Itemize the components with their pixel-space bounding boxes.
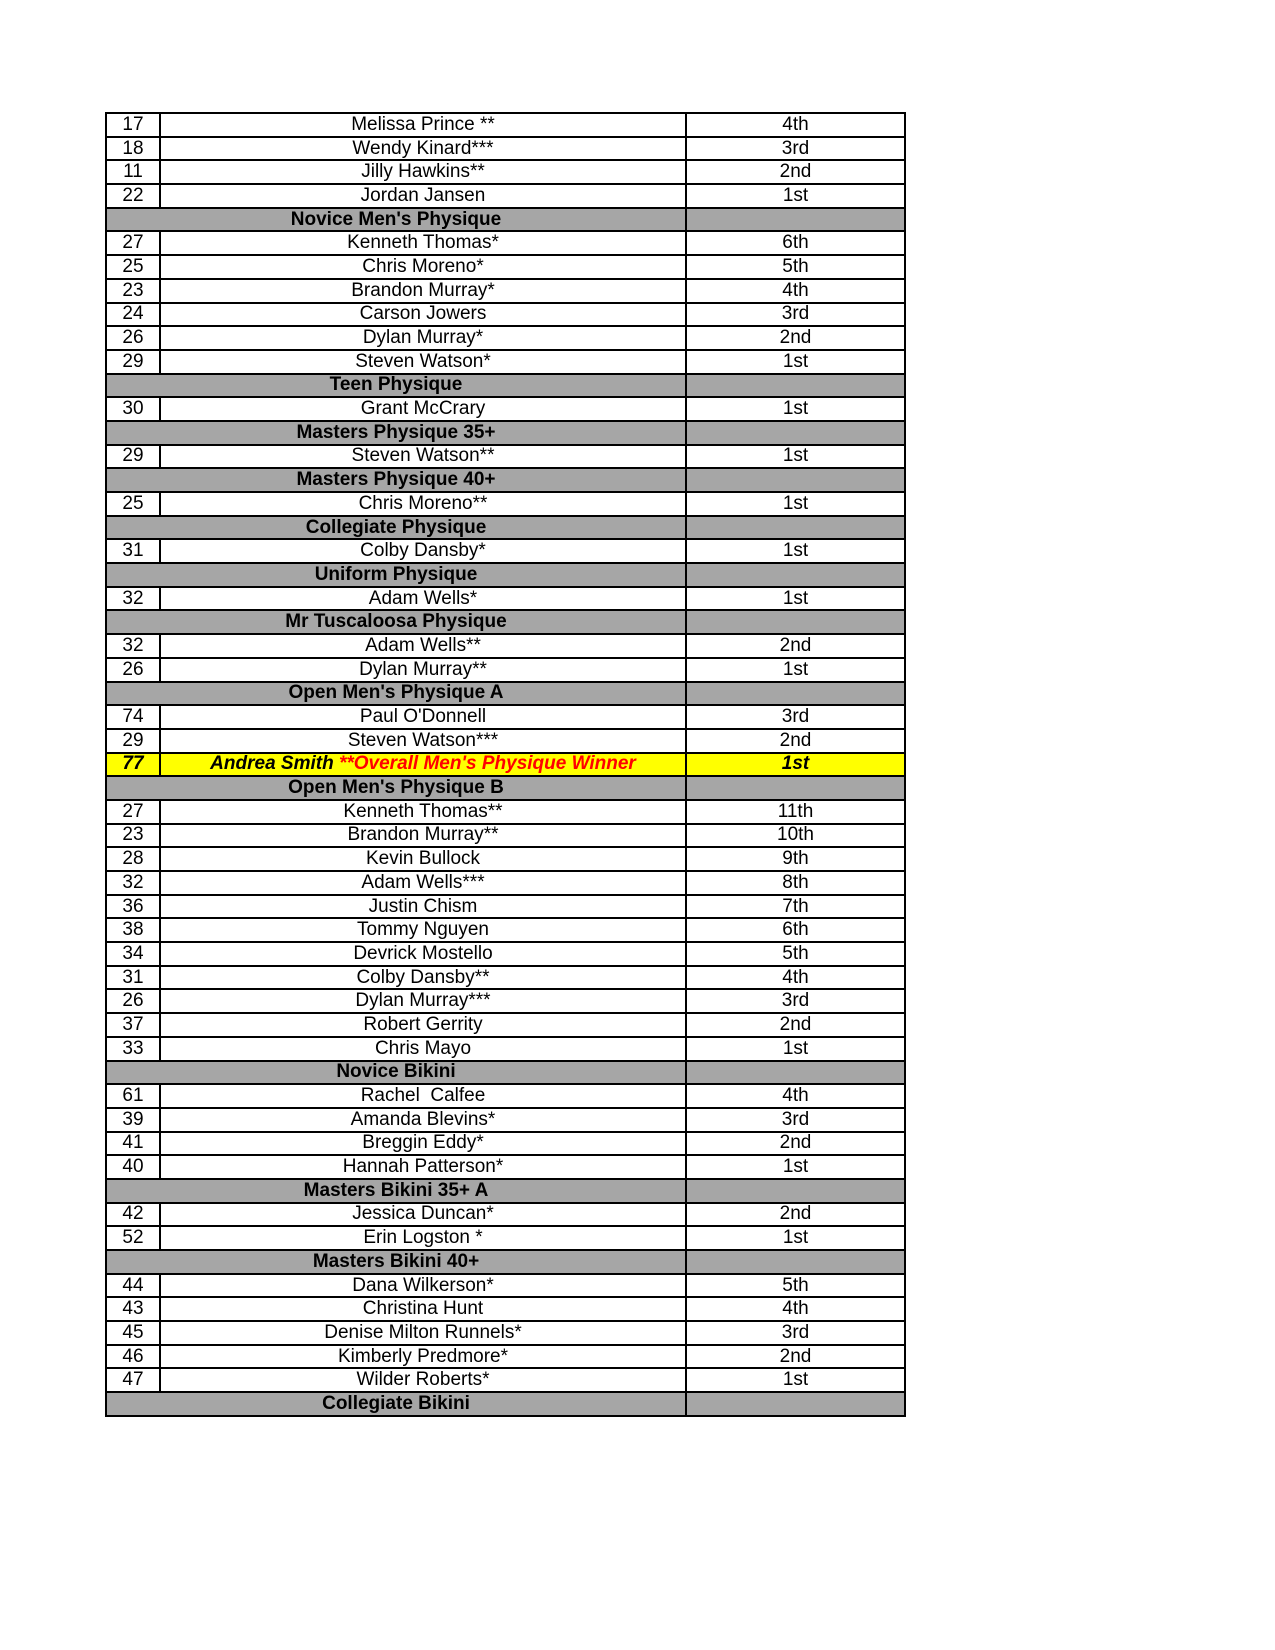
- competitor-name: Chris Moreno**: [358, 492, 488, 514]
- competitor-name: Adam Wells**: [365, 634, 481, 656]
- placement: 1st: [686, 753, 905, 777]
- competitor-name: Jessica Duncan*: [352, 1203, 494, 1225]
- competitor-row: [106, 705, 905, 729]
- competitor-name-cell: [160, 539, 686, 563]
- section-place-cell: [686, 776, 905, 800]
- competitor-name: Brandon Murray**: [347, 824, 499, 846]
- placement: 4th: [686, 966, 905, 990]
- competitor-name-cell: [160, 1321, 686, 1345]
- section-header-row: [106, 1179, 905, 1203]
- competitor-row: [106, 1321, 905, 1345]
- section-title: Teen Physique: [106, 374, 686, 398]
- competitor-row: [106, 255, 905, 279]
- competitor-name-cell: [160, 1108, 686, 1132]
- competitor-number: 22: [106, 184, 160, 208]
- competitor-number: 23: [106, 824, 160, 848]
- competitor-name-cell: [160, 184, 686, 208]
- competitor-name: Kevin Bullock: [365, 848, 481, 870]
- placement: 1st: [686, 492, 905, 516]
- competitor-name-cell: [160, 918, 686, 942]
- competitor-number: 52: [106, 1226, 160, 1250]
- competitor-number: 29: [106, 729, 160, 753]
- competitor-row: [106, 1132, 905, 1156]
- placement: 8th: [686, 871, 905, 895]
- placement: 1st: [686, 184, 905, 208]
- section-place-cell: [686, 682, 905, 706]
- competitor-name-cell: [160, 753, 686, 777]
- competitor-name: Chris Mayo: [374, 1037, 472, 1059]
- placement: 2nd: [686, 1345, 905, 1369]
- competitor-number: 47: [106, 1368, 160, 1392]
- competitor-name-cell: [160, 1226, 686, 1250]
- competitor-name-cell: [160, 824, 686, 848]
- competitor-row: [106, 445, 905, 469]
- competitor-row: [106, 871, 905, 895]
- competitor-number: 18: [106, 137, 160, 161]
- competitor-name-cell: [160, 1274, 686, 1298]
- competitor-row: [106, 1155, 905, 1179]
- placement: 1st: [686, 397, 905, 421]
- section-title: Collegiate Bikini: [106, 1392, 686, 1416]
- competitor-row: [106, 1368, 905, 1392]
- competitor-name: Rachel Calfee: [360, 1085, 486, 1107]
- competitor-name-cell: [160, 658, 686, 682]
- competitor-number: 40: [106, 1155, 160, 1179]
- placement: 1st: [686, 539, 905, 563]
- competitor-row: [106, 634, 905, 658]
- competitor-row: [106, 918, 905, 942]
- overall-winner-row: [106, 753, 905, 777]
- competitor-name: Amanda Blevins*: [350, 1108, 496, 1130]
- competitor-row: [106, 1345, 905, 1369]
- competitor-name-cell: [160, 279, 686, 303]
- section-place-cell: [686, 1061, 905, 1085]
- competitor-row: [106, 492, 905, 516]
- competitor-number: 36: [106, 895, 160, 919]
- competitor-name-cell: [160, 587, 686, 611]
- competitor-name-cell: [160, 1203, 686, 1227]
- competitor-name: Robert Gerrity: [363, 1013, 483, 1035]
- placement: 5th: [686, 255, 905, 279]
- competitor-name: Devrick Mostello: [353, 942, 493, 964]
- competitor-row: [106, 160, 905, 184]
- competitor-name: Denise Milton Runnels*: [324, 1321, 522, 1343]
- competitor-name: Dylan Murray**: [359, 658, 487, 680]
- competitor-name: Breggin Eddy*: [362, 1132, 484, 1154]
- placement: 1st: [686, 1037, 905, 1061]
- competitor-name-cell: [160, 1084, 686, 1108]
- competitor-number: 39: [106, 1108, 160, 1132]
- competitor-row: [106, 350, 905, 374]
- competitor-row: [106, 1226, 905, 1250]
- competitor-name: Carson Jowers: [359, 303, 487, 325]
- placement: 2nd: [686, 634, 905, 658]
- competitor-number: 32: [106, 871, 160, 895]
- section-title: Mr Tuscaloosa Physique: [106, 610, 686, 634]
- competitor-name-cell: [160, 255, 686, 279]
- competitor-name: Dylan Murray*: [362, 327, 484, 349]
- section-header-row: [106, 776, 905, 800]
- competitor-name-cell: [160, 895, 686, 919]
- competitor-name: Dana Wilkerson*: [352, 1274, 494, 1296]
- competitor-number: 11: [106, 160, 160, 184]
- competitor-number: 45: [106, 1321, 160, 1345]
- competitor-number: 26: [106, 989, 160, 1013]
- competitor-row: [106, 847, 905, 871]
- section-title: Collegiate Physique: [106, 516, 686, 540]
- placement: 7th: [686, 895, 905, 919]
- competitor-number: 17: [106, 113, 160, 137]
- placement: 3rd: [686, 1321, 905, 1345]
- placement: 4th: [686, 1084, 905, 1108]
- competitor-number: 30: [106, 397, 160, 421]
- placement: 6th: [686, 231, 905, 255]
- competitor-number: 42: [106, 1203, 160, 1227]
- section-title: Novice Men's Physique: [106, 208, 686, 232]
- section-place-cell: [686, 1250, 905, 1274]
- competitor-name: Adam Wells***: [361, 871, 485, 893]
- competitor-name-cell: [160, 729, 686, 753]
- placement: 5th: [686, 942, 905, 966]
- placement: 1st: [686, 658, 905, 682]
- section-place-cell: [686, 1179, 905, 1203]
- placement: 9th: [686, 847, 905, 871]
- competitor-number: 25: [106, 492, 160, 516]
- competitor-name-cell: [160, 1155, 686, 1179]
- section-title: Masters Physique 35+: [106, 421, 686, 445]
- section-place-cell: [686, 374, 905, 398]
- competitor-row: [106, 1013, 905, 1037]
- competitor-name: Steven Watson***: [347, 729, 499, 751]
- section-header-row: [106, 682, 905, 706]
- section-title: Masters Bikini 40+: [106, 1250, 686, 1274]
- placement: 4th: [686, 1297, 905, 1321]
- competitor-row: [106, 113, 905, 137]
- competitor-name-cell: [160, 1297, 686, 1321]
- placement: 2nd: [686, 326, 905, 350]
- placement: 6th: [686, 918, 905, 942]
- section-header-row: [106, 610, 905, 634]
- competitor-name: Colby Dansby*: [360, 540, 486, 562]
- competitor-name-cell: [160, 634, 686, 658]
- section-title: Uniform Physique: [106, 563, 686, 587]
- competitor-name-cell: [160, 1013, 686, 1037]
- section-place-cell: [686, 1392, 905, 1416]
- competitor-row: [106, 137, 905, 161]
- competitor-number: 23: [106, 279, 160, 303]
- competitor-name-cell: [160, 989, 686, 1013]
- competitor-number: 33: [106, 1037, 160, 1061]
- placement: 3rd: [686, 989, 905, 1013]
- competitor-name: Wendy Kinard***: [352, 137, 494, 159]
- placement: 3rd: [686, 1108, 905, 1132]
- section-place-cell: [686, 468, 905, 492]
- competitor-name: Kenneth Thomas*: [347, 232, 499, 254]
- placement: 3rd: [686, 137, 905, 161]
- competitor-row: [106, 587, 905, 611]
- competitor-number: 26: [106, 658, 160, 682]
- competitor-number: 31: [106, 539, 160, 563]
- results-body: [106, 113, 905, 1416]
- competitor-name: Adam Wells*: [368, 587, 478, 609]
- section-header-row: [106, 468, 905, 492]
- competitor-name: Hannah Patterson*: [342, 1156, 504, 1178]
- competitor-row: [106, 658, 905, 682]
- competitor-number: 29: [106, 350, 160, 374]
- competitor-name-cell: [160, 113, 686, 137]
- placement: 1st: [686, 587, 905, 611]
- placement: 1st: [686, 445, 905, 469]
- competitor-name: Colby Dansby**: [356, 966, 490, 988]
- competitor-row: [106, 1297, 905, 1321]
- competitor-name: Jordan Jansen: [360, 184, 486, 206]
- section-title: Open Men's Physique A: [106, 682, 686, 706]
- competitor-name: Melissa Prince **: [351, 113, 495, 135]
- placement: 4th: [686, 279, 905, 303]
- competitor-name: Jilly Hawkins**: [361, 161, 485, 183]
- competitor-row: [106, 326, 905, 350]
- competitor-row: [106, 539, 905, 563]
- competitor-number: 37: [106, 1013, 160, 1037]
- competitor-number: 43: [106, 1297, 160, 1321]
- competitor-name-cell: [160, 303, 686, 327]
- competitor-number: 27: [106, 800, 160, 824]
- placement: 11th: [686, 800, 905, 824]
- competitor-number: 28: [106, 847, 160, 871]
- competitor-number: 31: [106, 966, 160, 990]
- competitor-row: [106, 942, 905, 966]
- competitor-name-cell: [160, 871, 686, 895]
- section-header-row: [106, 1392, 905, 1416]
- placement: 3rd: [686, 303, 905, 327]
- competitor-name: Justin Chism: [368, 895, 478, 917]
- competitor-number: 44: [106, 1274, 160, 1298]
- competitor-row: [106, 303, 905, 327]
- placement: 1st: [686, 1226, 905, 1250]
- competitor-name-cell: [160, 492, 686, 516]
- section-header-row: [106, 1250, 905, 1274]
- competitor-name-cell: [160, 137, 686, 161]
- competitor-row: [106, 966, 905, 990]
- section-title: Novice Bikini: [106, 1061, 686, 1085]
- competitor-row: [106, 1274, 905, 1298]
- competitor-name-cell: [160, 160, 686, 184]
- competitor-name: Kenneth Thomas**: [343, 800, 503, 822]
- section-place-cell: [686, 563, 905, 587]
- competitor-row: [106, 824, 905, 848]
- section-title: Masters Bikini 35+ A: [106, 1179, 686, 1203]
- section-title: Masters Physique 40+: [106, 468, 686, 492]
- competitor-name: Wilder Roberts*: [356, 1369, 490, 1391]
- competitor-name-cell: [160, 350, 686, 374]
- competitor-name: Andrea Smith: [210, 753, 339, 775]
- placement: 2nd: [686, 1203, 905, 1227]
- competitor-number: 38: [106, 918, 160, 942]
- competitor-number: 32: [106, 587, 160, 611]
- competitor-name: Chris Moreno*: [362, 255, 484, 277]
- competitor-number: 34: [106, 942, 160, 966]
- placement: 1st: [686, 350, 905, 374]
- section-header-row: [106, 421, 905, 445]
- competitor-name-cell: [160, 1132, 686, 1156]
- section-header-row: [106, 516, 905, 540]
- competitor-name: Steven Watson*: [355, 350, 491, 372]
- competitor-number: 61: [106, 1084, 160, 1108]
- placement: 5th: [686, 1274, 905, 1298]
- placement: 4th: [686, 113, 905, 137]
- competitor-name: Grant McCrary: [360, 398, 486, 420]
- competitor-name-cell: [160, 326, 686, 350]
- competitor-row: [106, 184, 905, 208]
- competitor-number: 46: [106, 1345, 160, 1369]
- competitor-name-cell: [160, 445, 686, 469]
- competitor-row: [106, 1084, 905, 1108]
- section-place-cell: [686, 610, 905, 634]
- placement: 1st: [686, 1155, 905, 1179]
- competitor-row: [106, 1108, 905, 1132]
- section-place-cell: [686, 421, 905, 445]
- competitor-row: [106, 1203, 905, 1227]
- section-place-cell: [686, 208, 905, 232]
- competitor-name-cell: [160, 847, 686, 871]
- competitor-number: 32: [106, 634, 160, 658]
- competitor-name: Tommy Nguyen: [357, 919, 489, 941]
- competitor-name: Erin Logston *: [363, 1227, 483, 1249]
- section-header-row: [106, 1061, 905, 1085]
- competitor-name: Steven Watson**: [351, 445, 495, 467]
- competitor-number: 26: [106, 326, 160, 350]
- placement: 2nd: [686, 160, 905, 184]
- section-header-row: [106, 208, 905, 232]
- competitor-row: [106, 895, 905, 919]
- competitor-number: 74: [106, 705, 160, 729]
- competitor-name-cell: [160, 942, 686, 966]
- competitor-name: Kimberly Predmore*: [338, 1345, 508, 1367]
- competitor-number: 41: [106, 1132, 160, 1156]
- results-table: [105, 112, 906, 1417]
- competitor-name-cell: [160, 1037, 686, 1061]
- competitor-row: [106, 1037, 905, 1061]
- placement: 2nd: [686, 1132, 905, 1156]
- competitor-name-cell: [160, 397, 686, 421]
- competitor-number: 24: [106, 303, 160, 327]
- competitor-row: [106, 800, 905, 824]
- competitor-number: 25: [106, 255, 160, 279]
- competitor-name-cell: [160, 966, 686, 990]
- section-place-cell: [686, 516, 905, 540]
- placement: 3rd: [686, 705, 905, 729]
- section-title: Open Men's Physique B: [106, 776, 686, 800]
- competitor-row: [106, 397, 905, 421]
- winner-note: **Overall Men's Physique Winner: [338, 753, 636, 775]
- placement: 1st: [686, 1368, 905, 1392]
- competitor-row: [106, 279, 905, 303]
- competitor-row: [106, 989, 905, 1013]
- competitor-name: Brandon Murray*: [351, 279, 495, 301]
- competitor-number: 77: [106, 753, 160, 777]
- placement: 2nd: [686, 1013, 905, 1037]
- placement: 10th: [686, 824, 905, 848]
- section-header-row: [106, 374, 905, 398]
- competitor-row: [106, 729, 905, 753]
- competitor-name: Christina Hunt: [362, 1298, 484, 1320]
- placement: 2nd: [686, 729, 905, 753]
- competitor-name: Paul O'Donnell: [359, 706, 487, 728]
- competitor-name-cell: [160, 1368, 686, 1392]
- competitor-number: 27: [106, 231, 160, 255]
- competitor-name-cell: [160, 231, 686, 255]
- competitor-row: [106, 231, 905, 255]
- section-header-row: [106, 563, 905, 587]
- competitor-name: Dylan Murray***: [355, 990, 491, 1012]
- competitor-name-cell: [160, 1345, 686, 1369]
- competitor-number: 29: [106, 445, 160, 469]
- competitor-name-cell: [160, 705, 686, 729]
- competitor-name-cell: [160, 800, 686, 824]
